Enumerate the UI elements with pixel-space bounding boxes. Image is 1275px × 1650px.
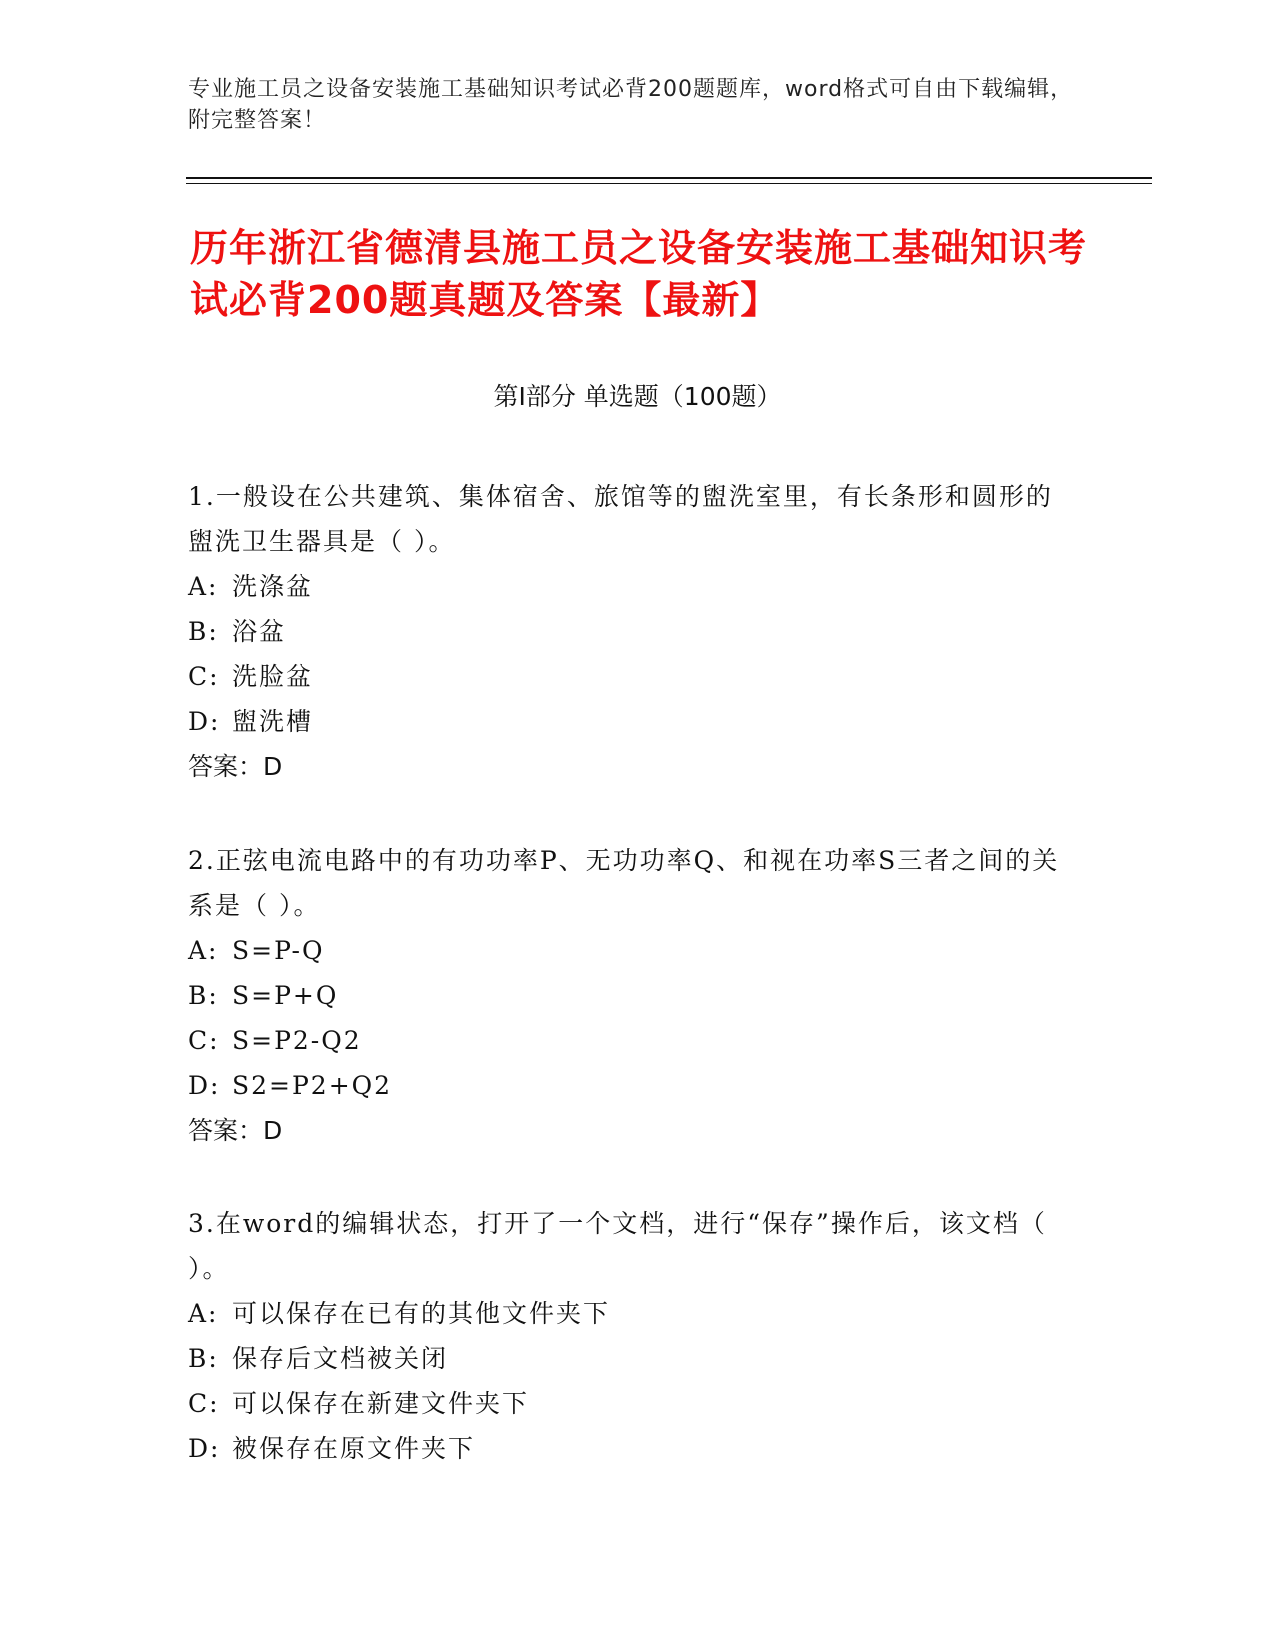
- option-a: [188, 1291, 1068, 1336]
- question-1: [188, 474, 1068, 789]
- option-letter: D:: [188, 707, 221, 736]
- option-text: S=P+Q: [232, 981, 339, 1010]
- option-letter: B:: [188, 1344, 219, 1373]
- option-text: 盥洗槽: [232, 707, 314, 736]
- option-d: [188, 699, 1068, 744]
- option-text: 洗脸盆: [232, 662, 314, 691]
- option-text: 洗涤盆: [232, 572, 314, 601]
- option-a: [188, 928, 1068, 973]
- option-text: S2=P2+Q2: [232, 1071, 393, 1100]
- option-letter: D:: [188, 1434, 221, 1463]
- question-2: [188, 838, 1068, 1153]
- option-c: [188, 1381, 1068, 1426]
- option-letter: C:: [188, 1026, 220, 1055]
- option-letter: A:: [188, 572, 219, 601]
- option-letter: A:: [188, 936, 219, 965]
- document-title: 历年浙江省德清县施工员之设备安装施工基础知识考试必背200题真题及答案【最新】: [190, 226, 1088, 322]
- option-text: 浴盆: [232, 617, 287, 646]
- option-text: 保存后文档被关闭: [232, 1344, 449, 1373]
- option-letter: D:: [188, 1071, 221, 1100]
- option-b: [188, 973, 1068, 1018]
- option-letter: C:: [188, 662, 220, 691]
- question-stem: 1.一般设在公共建筑、集体宿舍、旅馆等的盥洗室里，有长条形和圆形的盥洗卫生器具是（ ）。: [188, 482, 1053, 556]
- answer-line: 答案：D: [188, 1116, 283, 1145]
- question-stem: 2.正弦电流电路中的有功功率P、无功功率Q、和视在功率S三者之间的关系是（ ）。: [188, 846, 1060, 920]
- option-letter: C:: [188, 1389, 220, 1418]
- section-heading: 第Ⅰ部分 单选题（100题）: [493, 382, 782, 411]
- question-stem: 3.在word的编辑状态，打开了一个文档，进行“保存”操作后，该文档（ ）。: [188, 1209, 1047, 1283]
- option-c: [188, 1018, 1068, 1063]
- option-text: 被保存在原文件夹下: [232, 1434, 476, 1463]
- header-note: 专业施工员之设备安装施工基础知识考试必背200题题库，word格式可自由下载编辑，附完整答案！: [188, 77, 1074, 133]
- answer-line: 答案：D: [188, 752, 283, 781]
- option-d: [188, 1063, 1068, 1108]
- question-3: [188, 1201, 1068, 1471]
- option-a: [188, 564, 1068, 609]
- option-text: 可以保存在已有的其他文件夹下: [232, 1299, 611, 1328]
- option-text: S=P-Q: [232, 936, 325, 965]
- option-letter: B:: [188, 981, 219, 1010]
- header-divider: [186, 177, 1152, 184]
- option-d: [188, 1426, 1068, 1471]
- option-b: [188, 1336, 1068, 1381]
- option-text: 可以保存在新建文件夹下: [232, 1389, 530, 1418]
- option-text: S=P2-Q2: [232, 1026, 362, 1055]
- option-b: [188, 609, 1068, 654]
- option-c: [188, 654, 1068, 699]
- option-letter: B:: [188, 617, 219, 646]
- option-letter: A:: [188, 1299, 219, 1328]
